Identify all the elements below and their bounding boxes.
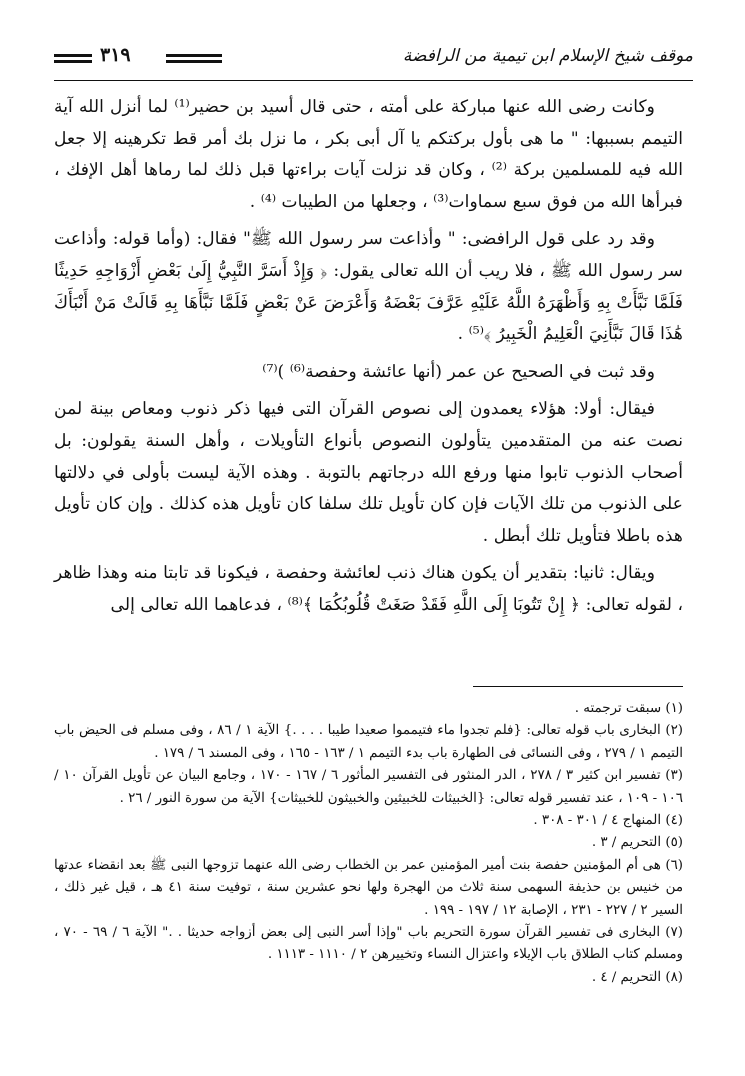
- footnote-4: (٤) المنهاج ٤ / ٣٠١ - ٣٠٨ .: [533, 813, 683, 829]
- footnote-2: (٢) البخارى باب قوله تعالى: {فلم تجدوا ماء فتيمموا صعيدا طيبا . . . .} الآية ١ / ٨٦ ، وفى مسلم فى الحيض باب التيمم ١ / ٢٧٩ ، وفى النسائى فى الطهارة باب بدء التيمم ١ / ١٦٣ - ١٦٥ ، وفى المسند ٦ / ١٧٩ .: [54, 723, 684, 761]
- footnote-1: (١) سبقت ترجمته .: [574, 701, 683, 716]
- paragraph-3: وقد ثبت في الصحيح عن عمر (أنها عائشة وحفصة⁽⁶⁾ )⁽⁷⁾: [262, 361, 655, 382]
- header-rule-left-bottom: [54, 60, 92, 63]
- paragraph-2: وقد رد على قول الرافضى: " وأذاعت سر رسول الله ﷺ" فقال: (وأما قوله: وأذاعت سر رسول الله ﷺ ، فلا ريب أن الله تعالى يقول: ﴿ وَإِذْ أَسَرَّ النَّبِيُّ إِلَىٰ بَعْضِ أَزْوَاجِهِ حَدِيثًا فَلَمَّا نَبَّأَتْ بِهِ وَأَظْهَرَهُ اللَّهُ عَلَيْهِ عَرَّفَ بَعْضَهُ وَأَعْرَضَ عَنْ بَعْضٍ فَلَمَّا نَبَّأَهَا بِهِ قَالَتْ مَنْ أَنْبَأَكَ هَٰذَا قَالَ نَبَّأَنِيَ الْعَلِيمُ الْخَبِيرُ ﴾⁽⁵⁾ .: [54, 229, 683, 345]
- paragraph-4: فيقال: أولا: هؤلاء يعمدون إلى نصوص القرآن التى فيها ذكر ذنوب ومعاص بينة لمن نصت عنه من المتقدمين يتأولون النصوص بأنواع التأويلات ، وأهل السنة يقولون: بل أصحاب الذنوب تابوا منها ورفع الله درجاتهم بالتوبة . وهذه الآية ليست بأولى في دلالتها على الذنوب من تلك الآيات فإن كان تأويل تلك سلفا كان تأويل هذه كذلك . وإن كان تأويل هذه باطلا فتأويل تلك أبطل .: [54, 399, 683, 546]
- header-rule-mid-bottom: [166, 60, 222, 63]
- page-number: ٣١٩: [100, 44, 131, 66]
- footnote-5: (٥) التحريم / ٣ .: [591, 835, 683, 851]
- footnote-8: (٨) التحريم / ٤ .: [591, 969, 683, 985]
- paragraph-5: ويقال: ثانيا: بتقدير أن يكون هناك ذنب لعائشة وحفصة ، فيكونا قد تابتا منه وهذا ظاهر ، لقوله تعالى: ﴿ إِنْ تَتُوبَا إِلَى اللَّهِ فَقَدْ صَغَتْ قُلُوبُكُمَا ﴾⁽⁸⁾ ، فدعاهما الله تعالى إلى: [54, 563, 683, 615]
- running-title: موقف شيخ الإسلام ابن تيمية من الرافضة: [402, 46, 693, 66]
- header-rule-left-top: [54, 54, 92, 57]
- footnote-separator: [473, 686, 683, 687]
- page-header: [54, 42, 693, 82]
- header-rule-mid-top: [166, 54, 222, 57]
- main-text: [54, 92, 683, 628]
- footnote-6: (٦) هى أم المؤمنين حفصة بنت أمير المؤمنين عمر بن الخطاب رضى الله عنهما تزوجها النبى ﷺ بعد انقضاء عدتها من خنيس بن حذيفة السهمى سنة ثلاث من الهجرة ولها نحو عشرين سنة ، توفيت سنة ٤١ هـ ، قيل غير ذلك ، السير ٢ / ٢٢٧ - ٢٣١ ، الإصابة ١٢ / ١٩٧ - ١٩٩ .: [54, 857, 683, 918]
- footnote-3: (٣) تفسير ابن كثير ٣ / ٢٧٨ ، الدر المنثور فى التفسير المأثور ٦ / ١٦٧ - ١٧٠ ، وجامع البيان عن تأويل القرآن ١٠ / ١٠٦ - ١٠٩ ، عند تفسير قوله تعالى: {الخبيثات للخبيثين والخبيثون للخبيثات} الآية من سورة النور / ٢٦ .: [54, 768, 683, 806]
- header-underline: [54, 80, 693, 81]
- paragraph-1: وكانت رضى الله عنها مباركة على أمته ، حتى قال أسيد بن حضير⁽¹⁾ لما أنزل الله آية التيمم بسببها: " ما هى بأول بركتكم يا آل أبى بكر ، ما نزل بك أمر قط تكرهينه إلا جعل الله فيه للمسلمين بركة ⁽²⁾ ، وكان قد نزلت آيات براءتها قبل ذلك لما رماها أهل الإفك ، فبرأها الله من فوق سبع سماوات⁽³⁾ ، وجعلها من الطيبات ⁽⁴⁾ .: [54, 97, 683, 212]
- footnote-7: (٧) البخارى فى تفسير القرآن سورة التحريم باب "وإذا أسر النبى إلى بعض أزواجه حديثا . ." الآية ٦ / ٦٩ - ٧٠ ، ومسلم كتاب الطلاق باب الإيلاء واعتزال النساء وتخييرهن ٢ / ١١١٠ - ١١١٣ .: [54, 925, 683, 963]
- footnotes: [54, 698, 683, 989]
